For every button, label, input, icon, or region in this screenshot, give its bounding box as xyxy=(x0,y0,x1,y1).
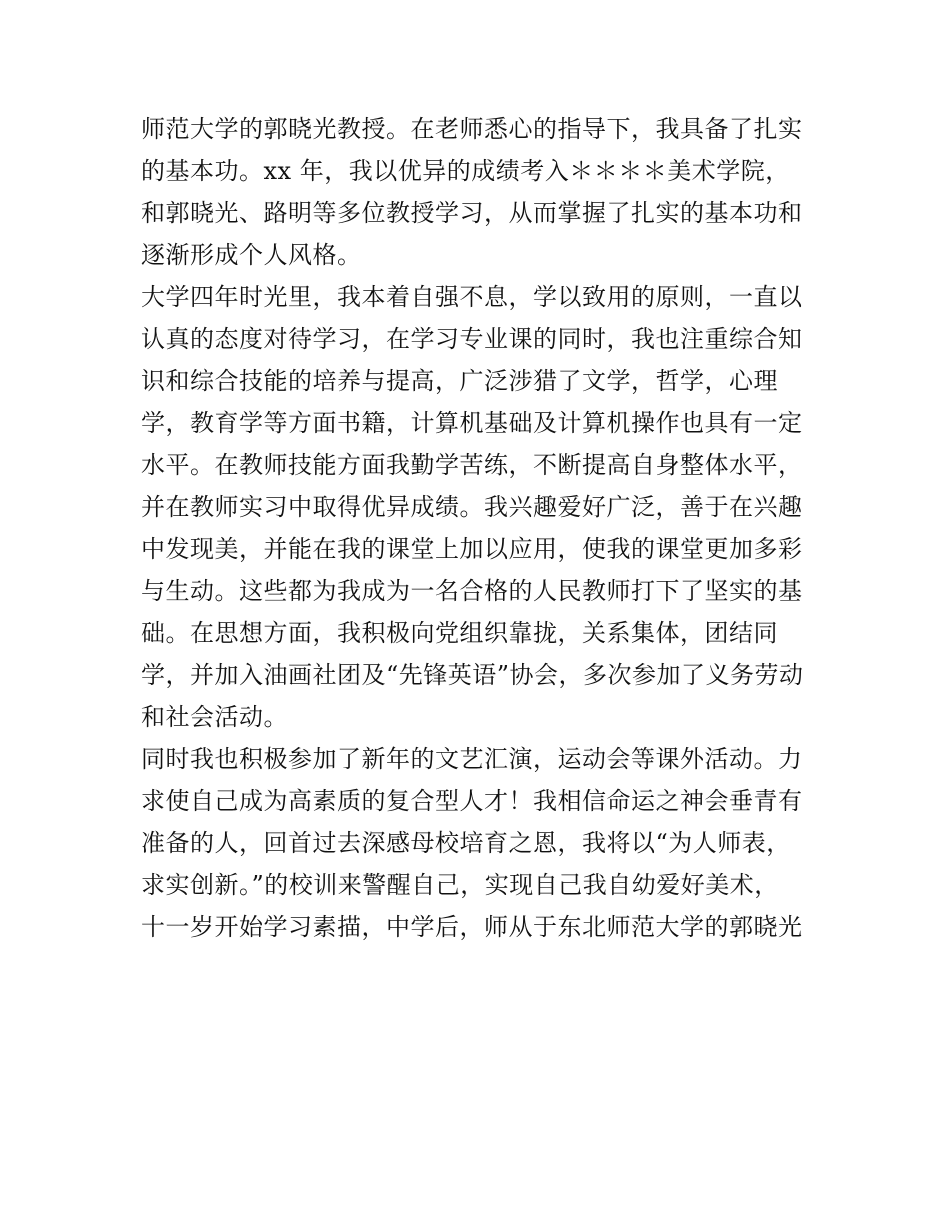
text-line: 十一岁开始学习素描，中学后，师从于东北师范大学的郭晓光 xyxy=(141,913,803,941)
text-line: 和郭晓光、路明等多位教授学习，从而掌握了扎实的基本功和 xyxy=(141,199,803,227)
text-line: 认真的态度对待学习，在学习专业课的同时，我也注重综合知 xyxy=(141,325,803,353)
text-line: 与生动。这些都为我成为一名合格的人民教师打下了坚实的基 xyxy=(141,577,803,605)
text-line: 同时我也积极参加了新年的文艺汇演，运动会等课外活动。力 xyxy=(141,745,803,773)
text-line: 学，并加入油画社团及“先锋英语”协会，多次参加了义务劳动 xyxy=(141,661,804,689)
text-line: 中发现美，并能在我的课堂上加以应用，使我的课堂更加多彩 xyxy=(141,535,803,563)
text-line: 的基本功。xx 年，我以优异的成绩考入＊＊＊＊美术学院， xyxy=(141,157,790,185)
text-line: 识和综合技能的培养与提高，广泛涉猎了文学，哲学，心理 xyxy=(141,367,778,395)
text-line: 和社会活动。 xyxy=(141,703,288,731)
text-line: 准备的人，回首过去深感母校培育之恩，我将以“为人师表， xyxy=(141,829,791,857)
text-line: 大学四年时光里，我本着自强不息，学以致用的原则，一直以 xyxy=(141,283,803,311)
text-line: 求实创新。”的校训来警醒自己，实现自己我自幼爱好美术， xyxy=(141,871,779,899)
body-text xyxy=(141,108,821,948)
text-line: 水平。在教师技能方面我勤学苦练，不断提高自身整体水平， xyxy=(141,451,803,479)
text-line: 础。在思想方面，我积极向党组织靠拢，关系集体，团结同 xyxy=(141,619,778,647)
text-line: 并在教师实习中取得优异成绩。我兴趣爱好广泛，善于在兴趣 xyxy=(141,493,803,521)
text-line: 求使自己成为高素质的复合型人才！我相信命运之神会垂青有 xyxy=(141,787,803,815)
text-line: 逐渐形成个人风格。 xyxy=(141,241,362,269)
text-line: 学，教育学等方面书籍，计算机基础及计算机操作也具有一定 xyxy=(141,409,803,437)
text-line: 师范大学的郭晓光教授。在老师悉心的指导下，我具备了扎实 xyxy=(141,115,803,143)
